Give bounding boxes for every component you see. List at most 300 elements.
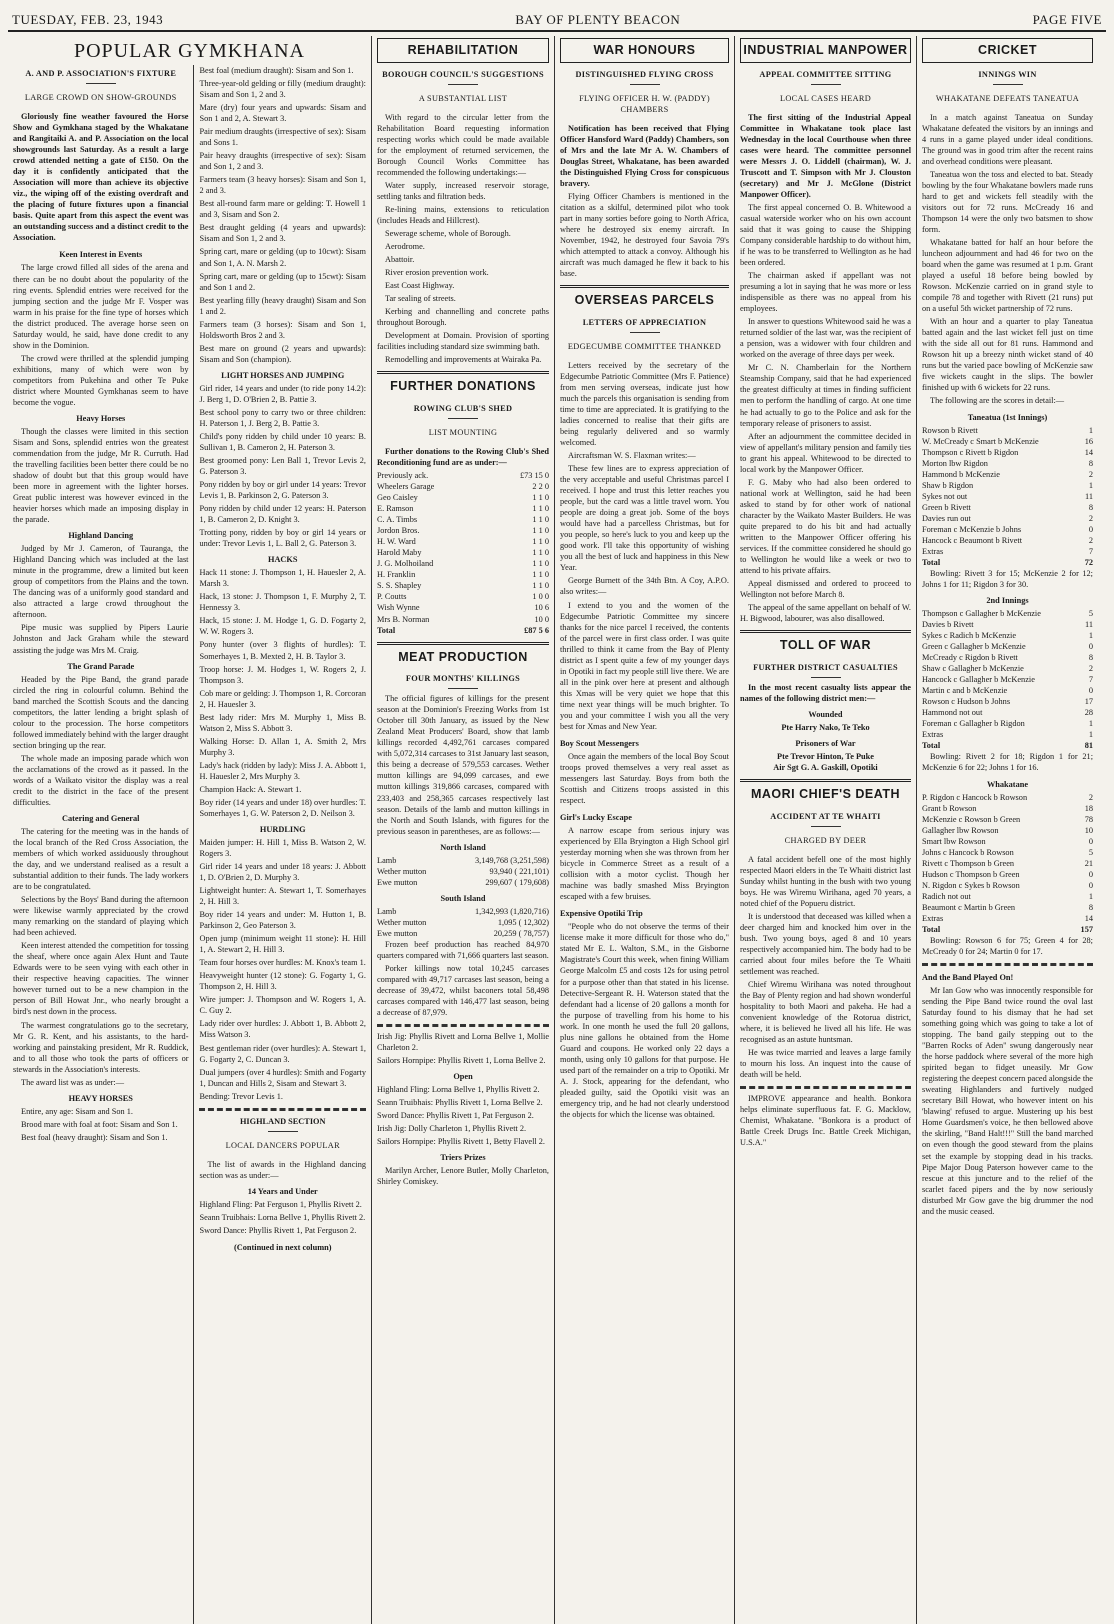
meat-row bbox=[377, 877, 549, 888]
donation-row-value: 1 1 0 bbox=[532, 515, 549, 525]
donation-row-value: 10 0 bbox=[534, 614, 549, 624]
industrial-paragraph: In answer to questions Whitewood said he was a returned soldier of the last war, was the recipient of a pension, was a widower with four children and worked on the average of three days per week. bbox=[740, 317, 911, 360]
score-row-label: Davies run out bbox=[922, 513, 971, 523]
rehab-paragraph: With regard to the circular letter from the Rehabilitation Board requesting information respecting works which could be made available for the employment of returned servicemen, the Borough Council Works Committee has recommended the following undertakings:— bbox=[377, 112, 549, 177]
highland2-list bbox=[377, 1031, 549, 1066]
donation-row-value: 1 1 0 bbox=[532, 493, 549, 503]
score-row-value: 1 bbox=[1088, 425, 1093, 435]
masthead-title: BAY OF PLENTY BEACON bbox=[515, 12, 681, 27]
award-item: Trotting pony, ridden by boy or girl 14 years or under: Trevor Levis 1, L. Ball 2, G. Paterson 3. bbox=[199, 528, 366, 549]
donation-row bbox=[377, 481, 549, 492]
t1-head: Taneatua (1st Innings) bbox=[967, 412, 1048, 422]
toll-headline: TOLL OF WAR bbox=[740, 630, 911, 658]
donation-row bbox=[377, 536, 549, 547]
award-item: Pony hunter (over 3 flights of hurdles): T. Somerhayes 1, B. Mexted 2, H. B. Taylor 3. bbox=[199, 640, 366, 661]
column-4 bbox=[555, 36, 735, 1624]
award-item: Lightweight hunter: A. Stewart 1, T. Somerhayes 2, H. Hill 3. bbox=[199, 886, 366, 907]
gymkhana-section-head: The Grand Parade bbox=[67, 661, 135, 671]
rehab-paragraph: Abattoir. bbox=[385, 255, 415, 265]
gymkhana-paragraph: The warmest congratulations go to the secretary, Mr G. R. Kent, and his assistants, to the hard-working and painstaking president, Mr R. Ruddick, and to all those who took the parts of officers or stewards in the Association's interests. bbox=[13, 1020, 189, 1074]
score-row-label: Green c Gallagher b McKenzie bbox=[922, 642, 1026, 652]
donation-row-label: Jordon Bros. bbox=[377, 526, 420, 536]
award-item: Pair medium draughts (irrespective of sex): Sisam and Sons 1. bbox=[199, 127, 366, 148]
gymkhana-paragraph: Entire, any age: Sisam and Son 1. bbox=[21, 1106, 133, 1116]
toll-lead: In the most recent casualty lists appear the names of the following district men:— bbox=[740, 682, 911, 703]
score-row-value: 0 bbox=[1088, 836, 1093, 846]
column-1 bbox=[8, 65, 194, 1624]
award-item: Girl rider 14 years and under 18 years: J. Abbott 1, D. O'Brien 2, D. Murphy 3. bbox=[199, 862, 366, 883]
cricket-sub2: WHAKATANE DEFEATS TANEATUA bbox=[935, 93, 1080, 103]
donation-row bbox=[377, 591, 549, 602]
donation-row-label: Previously ack. bbox=[377, 471, 429, 481]
award-item: Best mare on ground (2 years and upwards): Sisam and Son (champion). bbox=[199, 343, 366, 364]
score-row bbox=[922, 513, 1093, 524]
score-row bbox=[922, 729, 1093, 740]
meat-row-label: Wether mutton bbox=[377, 866, 427, 876]
donation-row-label: Wish Wynne bbox=[377, 603, 420, 613]
awards-heavy-list bbox=[199, 65, 366, 365]
donation-row-label: Geo Caisley bbox=[377, 493, 418, 503]
t2-total-label: Total bbox=[922, 741, 941, 751]
cricket-paragraph: In a match against Taneatua on Sunday Whakatane defeated the visitors by an innings and 4 runs in a game played under ideal conditions. The ground was in good trim after the recent rains and overhead conditions were pleasant. bbox=[922, 112, 1093, 166]
award-item: Pair heavy draughts (irrespective of sex): Sisam and Son 1, 2 and 3. bbox=[199, 151, 366, 172]
gymkhana-section-head: Highland Dancing bbox=[68, 531, 134, 541]
rehab-paragraph: Aerodrome. bbox=[385, 242, 425, 252]
score-row bbox=[922, 436, 1093, 447]
meat-para1: The official figures of killings for the present season at the Dominion's Freezing Works from 1st October till 30th January, as issued by the New Zealand Meat Producers' Board, show that lamb killings recorded 4,492,761 carcases compared with 5,072,314 carcases to 31st January last season, this being a decrease of 579,553 carcases. Wether mutton killings are 94,099 carcases, and ewe mutton killings 319,866 carcases, compared with 233,403 and 258,365 carcases respectively last season. Details of the lamb and mutton killings in the North and South Islands, with figures for the previous season in parentheses, are as follows:— bbox=[377, 694, 549, 836]
award-item: Champion Hack: A. Stewart 1. bbox=[199, 784, 302, 794]
masthead bbox=[8, 6, 1106, 32]
highland-list bbox=[199, 1199, 366, 1236]
score-row-label: Morton lbw Rigdon bbox=[922, 458, 988, 468]
meat-row-label: Lamb bbox=[377, 855, 397, 865]
score-row bbox=[922, 524, 1093, 535]
donations-headline: FURTHER DONATIONS bbox=[377, 371, 549, 399]
gymkhana-sub2: LARGE CROWD ON SHOW-GROUNDS bbox=[24, 93, 177, 103]
award-item: Bending: Trevor Levis 1. bbox=[199, 1091, 283, 1101]
rehab-sub2: A SUBSTANTIAL LIST bbox=[418, 93, 508, 103]
award-item: Irish Jig: Dolly Charleton 1, Phyllis Rivett 2. bbox=[377, 1124, 527, 1134]
t1-total-label: Total bbox=[922, 557, 941, 567]
score-row-label: Extras bbox=[922, 546, 944, 556]
score-row bbox=[922, 502, 1093, 513]
awards-hacks-head: HACKS bbox=[267, 555, 298, 565]
meat-row-label: Ewe mutton bbox=[377, 928, 418, 938]
score-row-value: 8 bbox=[1088, 653, 1093, 663]
donation-row-value: 1 1 0 bbox=[532, 526, 549, 536]
meat-row-value: 299,607 ( 179,608) bbox=[485, 877, 549, 887]
gymkhana-paragraph: The award list was as under:— bbox=[21, 1077, 124, 1087]
score-row bbox=[922, 641, 1093, 652]
score-row bbox=[922, 913, 1093, 924]
donation-row bbox=[377, 514, 549, 525]
toll-wounded: Pte Harry Nako, Te Teko bbox=[781, 722, 870, 732]
awards-light-head: LIGHT HORSES AND JUMPING bbox=[221, 370, 345, 380]
score-row bbox=[922, 836, 1093, 847]
rehab-paragraph: Remodelling and improvements at Wairaka Pa. bbox=[385, 355, 542, 365]
cricket-paragraph: Whakatane batted for half an hour before the luncheon adjournment and had 46 for two on the board when the game was resumed at 1 p.m. Grant played a useful 18 before being bowled by Rowson. McKenzie carried on in grand style to compile 78 and together with Rivett (21 runs) put on a useful 5th wicket partnership of 72 runs. bbox=[922, 238, 1093, 314]
award-item: Best lady rider: Mrs M. Murphy 1, Miss B. Watson 2, Miss S. Abbott 3. bbox=[199, 712, 366, 733]
score-row-value: 17 bbox=[1084, 697, 1093, 707]
score-row-label: Hancock c Beaumont b Rivett bbox=[922, 535, 1022, 545]
meat-row bbox=[377, 866, 549, 877]
donation-row-label: H. Franklin bbox=[377, 570, 416, 580]
score-row-value: 2 bbox=[1088, 535, 1093, 545]
donation-row-label: P. Coutts bbox=[377, 592, 407, 602]
scouts-head: Boy Scout Messengers bbox=[560, 738, 639, 748]
award-item: Best all-round farm mare or gelding: T. Howell 1 and 3, Sisam and Son 2. bbox=[199, 199, 366, 220]
award-item: Cob mare or gelding: J. Thompson 1, R. Corcoran 2, H. Hauesler 3. bbox=[199, 688, 366, 709]
gymkhana-paragraph: Though the classes were limited in this section Sisam and Sons, splendid entries won the greatest commendation from the judge, Mr R. Curruth. Had the travelling facilities been better there could be no shadow of doubt but that this group would have been more in agreement with the lighter horses. Great public interest was however evinced in the heavier horses which made an imposing display in the parade. bbox=[13, 426, 189, 525]
award-item: Boy rider 14 years and under: M. Hutton 1, B. Parkinson 2, Geo Paterson 3. bbox=[199, 910, 366, 931]
continued-note: (Continued in next column) bbox=[233, 1242, 332, 1252]
highland-under: 14 Years and Under bbox=[247, 1186, 318, 1196]
meat-row bbox=[377, 917, 549, 928]
meat-south-head: South Island bbox=[440, 893, 486, 903]
meat-north-head: North Island bbox=[440, 842, 486, 852]
award-item: Spring cart, mare or gelding (up to 15cwt): Sisam and Son 1 and 2. bbox=[199, 271, 366, 292]
score-row-label: Shaw b Rigdon bbox=[922, 480, 974, 490]
score-row bbox=[922, 458, 1093, 469]
industrial-paragraph: Appeal dismissed and ordered to proceed to Wellington not before March 8. bbox=[740, 578, 911, 599]
gymkhana-section-head: Catering and General bbox=[62, 813, 140, 823]
score-row-label: Shaw c Gallagher b McKenzie bbox=[922, 664, 1024, 674]
score-row-label: Beaumont c Martin b Green bbox=[922, 902, 1016, 912]
score-row bbox=[922, 535, 1093, 546]
award-item: Heavyweight hunter (12 stone): G. Fogarty 1, G. Thompson 2, H. Hill 3. bbox=[199, 971, 366, 992]
t1-bowling: Bowling: Rivett 3 for 15; McKenzie 2 for 12; Johns 1 for 11; Rigdon 3 for 30. bbox=[922, 568, 1093, 589]
cricket-paragraph: The following are the scores in detail:— bbox=[930, 396, 1065, 406]
gymkhana-section-head: Heavy Horses bbox=[76, 413, 126, 423]
score-row bbox=[922, 674, 1093, 685]
score-row-value: 1 bbox=[1088, 480, 1093, 490]
score-row-value: 2 bbox=[1088, 469, 1093, 479]
donation-row bbox=[377, 492, 549, 503]
trip-head: Expensive Opotiki Trip bbox=[560, 909, 643, 919]
score-row-value: 5 bbox=[1088, 847, 1093, 857]
industrial-paragraph: The first appeal concerned O. B. Whitewood a casual waterside worker who on his own account said that it was going to cause the Shipping Company considerable hardship to do without him, if he was to be transferred to Wellington as he had been ordered. bbox=[740, 202, 911, 268]
gymkhana-paragraph: Selections by the Boys' Band during the afternoon were likewise warmly appreciated by the crowd many remarking on the standard of playing which had been achieved. bbox=[13, 895, 189, 938]
donation-row bbox=[377, 580, 549, 591]
parcels-sub1: LETTERS OF APPRECIATION bbox=[582, 317, 707, 327]
score-row bbox=[922, 546, 1093, 557]
maori-paragraph: It is understood that deceased was killed when a deer charged him and knocked him over in the bush. Two young boys, aged 8 and 10 years respectively accompanied him. The body had to be carried about four miles before the Te Whaiti settlement was reached. bbox=[740, 911, 911, 976]
score-row bbox=[922, 803, 1093, 814]
meat-headline: MEAT PRODUCTION bbox=[377, 642, 549, 670]
score-row-value: 10 bbox=[1084, 825, 1093, 835]
score-row-label: Gallagher lbw Rowson bbox=[922, 825, 999, 835]
award-item: Three-year-old gelding or filly (medium draught): Sisam and Son 1, 2 and 3. bbox=[199, 79, 366, 100]
gymkhana-sections bbox=[13, 249, 188, 1142]
score-row-value: 11 bbox=[1085, 491, 1093, 501]
girl-body: A narrow escape from serious injury was experienced by Ella Bryington a High School girl yesterday morning when she was thrown from her bicycle in Commerce Street as a result of a collision with a motor cyclist. Though her machine was badly smashed Miss Bryington escaped with a few bruises. bbox=[560, 826, 729, 902]
score-row bbox=[922, 480, 1093, 491]
industrial-lead: The first sitting of the Industrial Appeal Committee in Whakatane took place last Wednesday in the local Courthouse when three cases were heard. The committee personnel were Messrs J. O. Liddell (chairman), W. J. Truscott and T. Simpson with Mr J. Clouston (secretary) and Mr J. McGlone (District Manpower Officer). bbox=[740, 112, 911, 199]
maori-sub1: ACCIDENT AT TE WHAITI bbox=[770, 811, 881, 821]
industrial-sub2: LOCAL CASES HEARD bbox=[780, 93, 871, 103]
score-row-label: Hammond not out bbox=[922, 708, 983, 718]
score-row bbox=[922, 630, 1093, 641]
w-head: Whakatane bbox=[986, 779, 1029, 789]
t1-total: 72 bbox=[1084, 557, 1093, 567]
gymkhana-paragraph: Brood mare with foal at foot: Sisam and Son 1. bbox=[21, 1119, 178, 1129]
rehab-paragraph: Development at Domain. Provision of sporting facilities including standard size swimming bath. bbox=[377, 331, 549, 352]
award-item: Hack, 13 stone: J. Thompson 1, F. Murphy 2, T. Hennessy 3. bbox=[199, 592, 366, 613]
industrial-body bbox=[740, 202, 911, 624]
industrial-paragraph: The chairman asked if appellant was not presuming a lot in saying that he was more or less indispensible as there was no appeal from his employees. bbox=[740, 271, 911, 314]
highland-intro: The list of awards in the Highland dancing section was as under:— bbox=[199, 1159, 366, 1180]
donation-row-value: 1 1 0 bbox=[532, 570, 549, 580]
donation-row bbox=[377, 503, 549, 514]
masthead-date: TUESDAY, FEB. 23, 1943 bbox=[12, 12, 164, 27]
award-item: Seann Truibhais: Phyllis Rivett 1, Lorna Bellve 2. bbox=[377, 1098, 543, 1108]
score-row-label: Sykes c Radich b McKenzie bbox=[922, 631, 1017, 641]
war-sub1: DISTINGUISHED FLYING CROSS bbox=[575, 69, 714, 79]
award-item: Open jump (minimum weight 11 stone): H. Hill 1, A. Stewart 2, H. Hill 3. bbox=[199, 934, 366, 955]
donation-row-value: 1 1 0 bbox=[532, 504, 549, 514]
award-item: Best school pony to carry two or three children: H. Paterson 1, J. Berg 2, B. Pattie 3. bbox=[199, 407, 366, 428]
score-row-label: McCready c Rigdon b Rivett bbox=[922, 653, 1018, 663]
industrial-headline: INDUSTRIAL MANPOWER bbox=[740, 38, 911, 63]
toll-prisoners-head: Prisoners of War bbox=[795, 738, 856, 748]
donation-row-value: £73 15 0 bbox=[519, 471, 549, 481]
rehab-paragraph: Sewerage scheme, whole of Borough. bbox=[385, 229, 511, 238]
cricket-sub1: INNINGS WIN bbox=[978, 69, 1037, 79]
award-item: Pony ridden by boy or girl under 14 years: Trevor Levis 1, B. Parkinson 2, G. Paterson 3. bbox=[199, 480, 366, 501]
cricket-headline: CRICKET bbox=[922, 38, 1093, 63]
gymkhana-section-head: Keen Interest in Events bbox=[59, 250, 143, 260]
score-row-label: Hudson c Thompson b Green bbox=[922, 869, 1020, 879]
score-row-label: N. Rigdon c Sykes b Rowson bbox=[922, 880, 1020, 890]
gymkhana-paragraph: Keen interest attended the competition for tossing the sheaf, where once again Alex Hunt and Taute Edwards were to be seen vying with each other in their respective heaving capacities. The winner however turned out to be a new champion in the person of Bill Howat Jnr., who nearly brought a bird's nest down in the process. bbox=[13, 941, 189, 1017]
award-item: Pony ridden by child under 12 years: H. Paterson 1, B. Cameron 2, D. Knight 3. bbox=[199, 504, 366, 525]
awards-hurdling-list bbox=[199, 837, 366, 1102]
award-item: Boy rider (14 years and under 18) over hurdles: T. Somerhayes 1, G. W. Paterson 2, D. Neilson 3. bbox=[199, 797, 366, 818]
award-item: Best yearling filly (heavy draught) Sisam and Son 1 and 2. bbox=[199, 295, 366, 316]
donations-total-label: Total bbox=[377, 625, 396, 635]
cricket-paragraph: Taneatua won the toss and elected to bat. Steady bowling by the four Whakatane bowlers made runs hard to get and wickets fell steadily with the visitors out for 72 runs. McCready 16 and Thompson 14 were the only two batsmen to show form. bbox=[922, 169, 1093, 234]
rehab-sub1: BOROUGH COUNCIL'S SUGGESTIONS bbox=[382, 69, 544, 79]
donations-sub2: LIST MOUNTING bbox=[428, 428, 498, 437]
award-item: Hack, 15 stone: J. M. Hodge 1, G. D. Fogarty 2, W. W. Rogers 3. bbox=[199, 616, 366, 637]
score-row bbox=[922, 880, 1093, 891]
gymkhana-paragraph: Judged by Mr J. Cameron, of Tauranga, the Highland Dancing which was included at the last minute in the programme, drew a limited but keen group of competitors from the Plains and the town. The dancing was of a uniformly good standard and also attracted a large crowd throughout the afternoon. bbox=[13, 544, 189, 620]
score-row-label: Smart lbw Rowson bbox=[922, 836, 986, 846]
score-row bbox=[922, 869, 1093, 880]
maori-body bbox=[740, 854, 911, 1081]
donations-sub1: ROWING CLUB'S SHED bbox=[413, 403, 513, 413]
t2-total: 81 bbox=[1084, 741, 1093, 751]
donation-row-label: J. G. Molhoiland bbox=[377, 559, 434, 569]
donation-row-value: 1 1 0 bbox=[532, 537, 549, 547]
donation-row-label: Mrs B. Norman bbox=[377, 614, 430, 624]
award-item: Seann Truibhais: Lorna Bellve 1, Phyllis Rivett 2. bbox=[199, 1212, 366, 1222]
cricket-paragraph: With an hour and a quarter to play Taneatua batted again and the last wicket fell just on time with the side all out for 81 runs. Hammond and Rowson hit up a breezy ninth wicket stand of 40 runs but the varied pace bowling of McKenzie saw five wickets caught in the slips. The bowler finished up with 6 wickets for 22 runs. bbox=[922, 317, 1093, 393]
score-row-label: P. Rigdon c Hancock b Rowson bbox=[922, 792, 1028, 802]
score-row bbox=[922, 847, 1093, 858]
t1-scores bbox=[922, 425, 1093, 568]
highland2-triers-names: Marilyn Archer, Lenore Butler, Molly Charleton, Shirley Comiskey. bbox=[377, 1166, 549, 1187]
parcels-paragraph: Aircraftsman W. S. Flaxman writes:— bbox=[568, 451, 696, 461]
score-row bbox=[922, 469, 1093, 480]
awards-light-list bbox=[199, 383, 366, 549]
gymkhana-paragraph: Best foal (heavy draught): Sisam and Son 1. bbox=[21, 1132, 168, 1142]
award-item: Highland Fling: Lorna Bellve 1, Phyllis Rivett 2. bbox=[377, 1085, 540, 1095]
industrial-paragraph: After an adjournment the committee decided in view of appellant's military pension and family ties to grant his appeal. Whitewood to be directed to local work by the Manpower Officer. bbox=[740, 431, 911, 474]
industrial-paragraph: F. G. Maby who had also been ordered to national work at Wellington, said he had been asked to stand by for other work of national character by the Waikato Master Builders. He was quite prepared to do his bit and had actually written to the Manpower Officer offering his services. If the committee considered he should go to Wellington he would like a week or two to attend to his private affairs. bbox=[740, 477, 911, 575]
maori-paragraph: Chief Wiremu Wirihana was noted throughout the Bay of Plenty region and had shown wonderful hospitality to both Maori and pakeha. He had a convenient knowledge of the Rotorua district, where, it is believed he lived all his life. He was recognised as an astute huntsman. bbox=[740, 980, 911, 1045]
score-row-value: 28 bbox=[1084, 708, 1093, 718]
war-headline: WAR HONOURS bbox=[560, 38, 729, 63]
score-row-label: Green b Rivett bbox=[922, 502, 971, 512]
award-item: Best foal (medium draught): Sisam and Son 1. bbox=[199, 66, 354, 75]
gymkhana-section-head: HEAVY HORSES bbox=[68, 1093, 133, 1103]
highland-sub: LOCAL DANCERS POPULAR bbox=[225, 1140, 340, 1150]
toll-prisoner-2: Air Sgt G. A. Gaskill, Opotiki bbox=[773, 762, 878, 772]
gymkhana-lead: Gloriously fine weather favoured the Horse Show and Gymkhana staged by the Whakatane and Rangitaiki A. and P. Association on the local showgrounds last Saturday. As a result a large crowd attended netting a gate of £150. On the day it is confidently anticipated that the Association will more than achieve its objective viz., the wiping off of the existing overdraft and the placing of future fixtures upon a financial basis. Quite apart from this aspect the event was an outstanding success and a distinct credit to the Association. bbox=[13, 112, 189, 243]
bonkora-ad: IMPROVE appearance and health. Bonkora helps eliminate superfluous fat. F. G. Macklow, Chemist, Whakatane. "Bonkora is a product of Battle Creek Drugs Inc. Battle Creek Michigan, U.S.A." bbox=[740, 1094, 911, 1148]
highland2-open: Open bbox=[453, 1072, 473, 1082]
score-row-label: Davies b Rivett bbox=[922, 620, 974, 630]
award-item: Child's pony ridden by child under 10 years: B. Sullivan 1, B. Cameron 2, H. Paterson 3. bbox=[199, 431, 366, 452]
score-row-label: Sykes not out bbox=[922, 491, 968, 501]
score-row-value: 2 bbox=[1088, 664, 1093, 674]
gymkhana-paragraph: The whole made an imposing parade which won the acclamations of the crowd as it passed. In the words of a Waikato visitor the display was a real credit to the district in the face of the present difficulties. bbox=[13, 753, 189, 807]
donation-row bbox=[377, 602, 549, 613]
score-row-label: Foreman c Gallagher b Rigdon bbox=[922, 719, 1025, 729]
award-item: Lady rider over hurdles: J. Abbott 1, B. Abbott 2, Miss Watson 3. bbox=[199, 1019, 366, 1040]
donation-row bbox=[377, 525, 549, 536]
meat-row bbox=[377, 855, 549, 866]
score-row-value: 1 bbox=[1088, 631, 1093, 641]
meat-row-label: Ewe mutton bbox=[377, 877, 418, 887]
score-row bbox=[922, 685, 1093, 696]
score-row-value: 7 bbox=[1088, 675, 1093, 685]
toll-sub: FURTHER DISTRICT CASUALTIES bbox=[753, 662, 898, 672]
score-row-value: 2 bbox=[1088, 513, 1093, 523]
column-6 bbox=[917, 36, 1098, 1624]
gymkhana-paragraph: The catering for the meeting was in the hands of the local branch of the Red Cross Association, the members of which worked assiduously throughout the day, and we understand realised as a result a substantial addition to their funds. The lady workers are to be congratulated. bbox=[13, 826, 189, 892]
score-row bbox=[922, 718, 1093, 729]
score-row bbox=[922, 447, 1093, 458]
score-row-value: 5 bbox=[1088, 609, 1093, 619]
scouts-body: Once again the members of the local Boy Scout troops proved themselves a very real asset as messengers last Saturday. Boys from both the Scottish and Citizens troops assisted in this respect. bbox=[560, 751, 729, 806]
donation-row bbox=[377, 614, 549, 625]
score-row bbox=[922, 696, 1093, 707]
meat-north-table bbox=[377, 855, 549, 888]
score-row-label: W. McCready c Smart b McKenzie bbox=[922, 436, 1039, 446]
meat-row bbox=[377, 906, 549, 917]
score-row-value: 8 bbox=[1088, 502, 1093, 512]
score-row-value: 0 bbox=[1088, 642, 1093, 652]
donation-row bbox=[377, 470, 549, 481]
war-sub2: FLYING OFFICER H. W. (PADDY) CHAMBERS bbox=[579, 93, 710, 114]
w-scores bbox=[922, 792, 1093, 935]
rehab-paragraph: Water supply, increased reservoir storage, settling tanks and filtration beds. bbox=[377, 180, 549, 201]
parcels-paragraph: These few lines are to express appreciation of the very acceptable and useful Christmas parcel I received. I hope and trust this letter reaches you people, but the card was a little travel worn. You people are doing a great job. Some of the boys would have had a parcelless Christmas, but for you people, so here's luck to you and keep up the good work. I'll take this opportunity of wishing you all the best of luck and happiness in this New Year. bbox=[560, 464, 729, 573]
donations-table bbox=[377, 470, 549, 635]
w-bowling: Bowling: Rowson 6 for 75; Green 4 for 28; McCready 0 for 24; Martin 0 for 17. bbox=[922, 935, 1093, 956]
award-item: Farmers team (3 horses): Sisam and Son 1, Holdsworth Bros 2 and 3. bbox=[199, 319, 366, 340]
awards-hurdling-head: HURDLING bbox=[259, 824, 306, 834]
score-row-label: Extras bbox=[922, 730, 944, 740]
score-row-label: Rowson b Rivett bbox=[922, 425, 978, 435]
gymkhana-paragraph: Pipe music was supplied by Pipers Laurie Johnston and Jack Graham while the steward assisting the judge was Mrs M. Craig. bbox=[13, 623, 189, 655]
rehab-paragraph: River erosion prevention work. bbox=[385, 268, 489, 278]
industrial-paragraph: Mr C. N. Chamberlain for the Northern Steamship Company, said that he had experienced the greatest difficulty at times in finding sufficient men to perform the handling of cargo. At one time he had actually to go to the Police and ask for the temporary release of prisoners to assist. bbox=[740, 363, 911, 428]
donation-row bbox=[377, 547, 549, 558]
score-row bbox=[922, 825, 1093, 836]
parcels-headline: OVERSEAS PARCELS bbox=[560, 285, 729, 313]
column-3 bbox=[372, 36, 555, 1624]
award-item: Team four horses over hurdles: M. Knox's team 1. bbox=[199, 958, 366, 968]
score-row-label: Johns c Hancock b Rowson bbox=[922, 847, 1014, 857]
award-item: Hack 11 stone: J. Thompson 1, H. Hauesler 2, A. Marsh 3. bbox=[199, 568, 366, 589]
score-row-value: 0 bbox=[1088, 524, 1093, 534]
award-item: Best draught gelding (4 years and upwards): Sisam and Son 1, 2 and 3. bbox=[199, 223, 366, 244]
t2-scores bbox=[922, 608, 1093, 751]
war-para: Flying Officer Chambers is mentioned in the citation as a skilful, determined pilot who took part in many sorties before going to North Africa, where he destroyed six enemy aircraft. In November, 1942, he destroyed four Savoia 79's which attempted to attack a convoy. Although his aircraft was much damaged he flew it back to his base. bbox=[560, 191, 729, 279]
score-row-label: Extras bbox=[922, 913, 944, 923]
meat-para3: Porker killings now total 10,245 carcases compared with 49,717 carcases last season, being a decrease of 39,472, whilst baconers total 58,498 carcases compared with 146,477 last season, being a decrease of 87,979. bbox=[377, 963, 549, 1018]
highland2-open-list bbox=[377, 1084, 549, 1147]
award-item: Dual jumpers (over 4 hurdles): Smith and Fogarty 1, Duncan and Hills 2, Sisam and Stewart 3. bbox=[199, 1067, 366, 1088]
donation-row-label: Harold Maby bbox=[377, 548, 422, 558]
gymkhana-article bbox=[8, 36, 372, 1624]
meat-row-value: 93,940 ( 221,101) bbox=[489, 866, 549, 876]
girl-head: Girl's Lucky Escape bbox=[560, 813, 632, 823]
parcels-paragraph: I extend to you and the women of the Edgecumbe Patriotic Committee my sincere thanks for the nice parcel I received, the contents of the parcel were in first class order. I was quite thrilled to think it came from the Bay of Plenty district as I spent quite a few of my younger days in Opotiki in fact my people still live there. We are all in the pink over here at present and although this Xmas will be very quiet we hope that this time next year things will be much brighter. To you and your committee I wish you all the very best for Xmas and New Year. bbox=[560, 600, 729, 731]
score-row bbox=[922, 858, 1093, 869]
meat-row-value: 3,149,768 (3,251,598) bbox=[475, 855, 549, 865]
column-5 bbox=[735, 36, 917, 1624]
donation-row-value: 10 6 bbox=[534, 603, 549, 613]
gymkhana-paragraph: The crowd were thrilled at the splendid jumping exhibitions, many of which were won by competitors from Pukehina and other Te Puke district where Mounted Gymkhanas seem to have become the vogue. bbox=[13, 353, 189, 407]
score-row bbox=[922, 891, 1093, 902]
score-row-label: Rowson c Hudson b Johns bbox=[922, 697, 1011, 707]
meat-para2: Frozen beef production has reached 84,970 quarters compared with 71,666 quarters last season. bbox=[377, 939, 549, 960]
rehab-body bbox=[377, 112, 549, 366]
score-row-label: Hancock c Gallagher b McKenzie bbox=[922, 675, 1035, 685]
t2-bowling: Bowling: Rivett 2 for 18; Rigdon 1 for 21; McKenzie 6 for 22; Johns 1 for 16. bbox=[922, 752, 1093, 773]
gymkhana-paragraph: The large crowd filled all sides of the arena and there can be no doubt about the popularity of the ring events. Splendid entries were received for the jumping section and the judge Mr F. Vosper was warm in his praise for the fine type of horses which the district produced. The average horse seen on Saturday would, he said, have done credit to any show in the Dominion. bbox=[13, 263, 189, 350]
award-item: Girl rider, 14 years and under (to ride pony 14.2): J. Berg 1, D. O'Brien 2, B. Pattie 3. bbox=[199, 383, 366, 404]
maori-paragraph: He was twice married and leaves a large family to mourn his loss. An inquest into the cause of death will be held. bbox=[740, 1048, 911, 1080]
rehab-headline: REHABILITATION bbox=[377, 38, 549, 63]
award-item: Sword Dance: Phyllis Rivett 1, Pat Ferguson 2. bbox=[199, 1225, 357, 1235]
donation-row bbox=[377, 558, 549, 569]
cricket-body bbox=[922, 112, 1093, 407]
columns bbox=[8, 36, 1106, 1624]
score-row-value: 8 bbox=[1088, 458, 1093, 468]
score-row-value: 1 bbox=[1088, 891, 1093, 901]
w-total-label: Total bbox=[922, 924, 941, 934]
donation-row bbox=[377, 569, 549, 580]
donation-row-value: 1 1 0 bbox=[532, 581, 549, 591]
award-item: Highland Fling: Pat Ferguson 1, Phyllis Rivett 2. bbox=[199, 1199, 362, 1209]
score-row-label: Thompson c Gallagher b McKenzie bbox=[922, 609, 1041, 619]
score-row-value: 1 bbox=[1088, 719, 1093, 729]
meat-row-label: Wether mutton bbox=[377, 917, 427, 927]
score-row-label: McKenzie c Rowson b Green bbox=[922, 814, 1021, 824]
toll-wounded-head: Wounded bbox=[808, 709, 843, 719]
score-row-value: 0 bbox=[1088, 880, 1093, 890]
award-item: Maiden jumper: H. Hill 1, Miss B. Watson 2, W. Rogers 3. bbox=[199, 837, 366, 858]
donation-row-label: S. S. Shapley bbox=[377, 581, 422, 591]
trip-body: "People who do not observe the terms of their license make it more difficult for those who do," stated Mr E. L. Walton, S.M., in the Gisborne Magistrate's Court this week, when fining William George Malcolm £5 and costs 12s for using petrol for a purpose other than that stated in his license. Detective-Sergeant R. H. Waterson stated that the defendant had a license of 20 gallons a month for the purpose of travelling from his home to his work. In one month he used the full 20 gallons, plus nine gallons he obtained from the Home Guard and coupons. He worked only 22 days a month, using only 10 gallons for that purpose. He used part of the remainder on a trip to Opotiki. Mr A. J. Stock, appearing for the defendant, who pleaded guilty, said the Opotiki visit was an emergency trip, and he had not clearly understood the objects for which the license was obtained. bbox=[560, 922, 729, 1119]
donation-row-label: C. A. Timbs bbox=[377, 515, 418, 525]
score-row bbox=[922, 792, 1093, 803]
